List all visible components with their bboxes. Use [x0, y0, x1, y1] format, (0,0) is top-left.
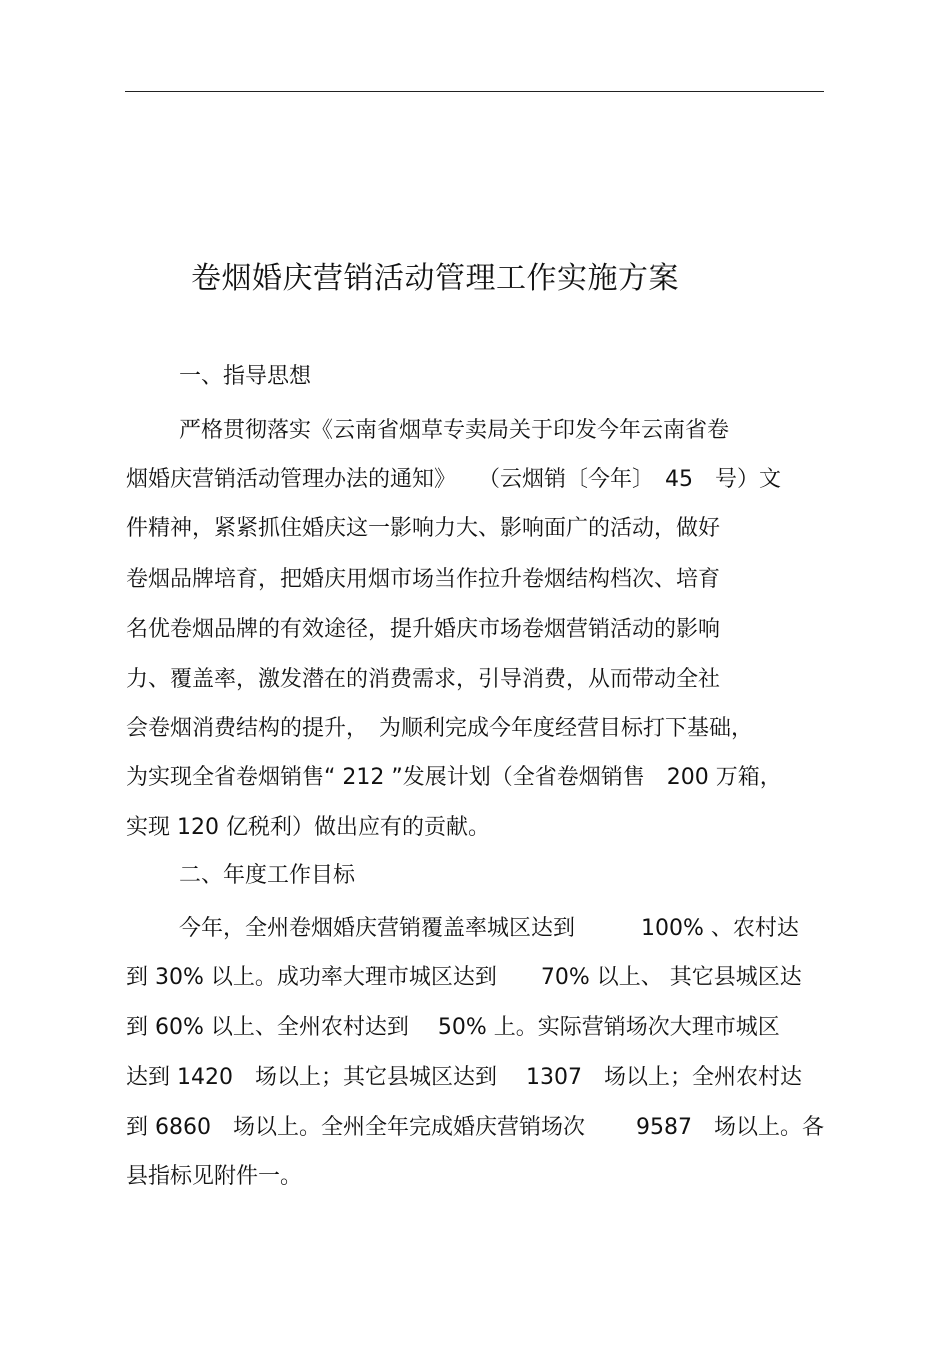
paragraph-line: 实现 120 亿税利）做出应有的贡献。 [126, 815, 490, 840]
section-heading-annual-goals: 二、年度工作目标 [179, 863, 356, 888]
paragraph-line: 为实现全省卷烟销售“ 212 ”发展计划（全省卷烟销售 200 万箱， [126, 765, 782, 790]
section-heading-guiding-ideology: 一、指导思想 [179, 364, 312, 389]
paragraph-line: 烟婚庆营销活动管理办法的通知》 （云烟销〔今年〕 45 号）文 [126, 467, 781, 492]
paragraph-line: 力、覆盖率，激发潜在的消费需求，引导消费，从而带动全社 [126, 667, 721, 692]
document-title: 卷烟婚庆营销活动管理工作实施方案 [191, 261, 679, 296]
paragraph-line: 件精神，紧紧抓住婚庆这一影响力大、影响面广的活动，做好 [126, 516, 721, 541]
paragraph-line: 到 6860 场以上。全州全年完成婚庆营销场次 9587 场以上。各 [126, 1115, 824, 1140]
paragraph-line: 达到 1420 场以上；其它县城区达到 1307 场以上；全州农村达 [126, 1065, 802, 1090]
paragraph-line: 今年，全州卷烟婚庆营销覆盖率城区达到 100% 、农村达 [179, 916, 799, 941]
paragraph-line: 县指标见附件一。 [126, 1164, 303, 1189]
paragraph-line: 卷烟品牌培育，把婚庆用烟市场当作拉升卷烟结构档次、培育 [126, 567, 721, 592]
paragraph-line: 到 30% 以上。成功率大理市城区达到 70% 以上、 其它县城区达 [126, 965, 802, 990]
paragraph-line: 会卷烟消费结构的提升， 为顺利完成今年度经营目标打下基础， [126, 716, 754, 741]
paragraph-line: 严格贯彻落实《云南省烟草专卖局关于印发今年云南省卷 [179, 418, 730, 443]
paragraph-line: 到 60% 以上、全州农村达到 50% 上。实际营销场次大理市城区 [126, 1015, 780, 1040]
paragraph-line: 名优卷烟品牌的有效途径，提升婚庆市场卷烟营销活动的影响 [126, 617, 721, 642]
header-rule [125, 91, 824, 92]
